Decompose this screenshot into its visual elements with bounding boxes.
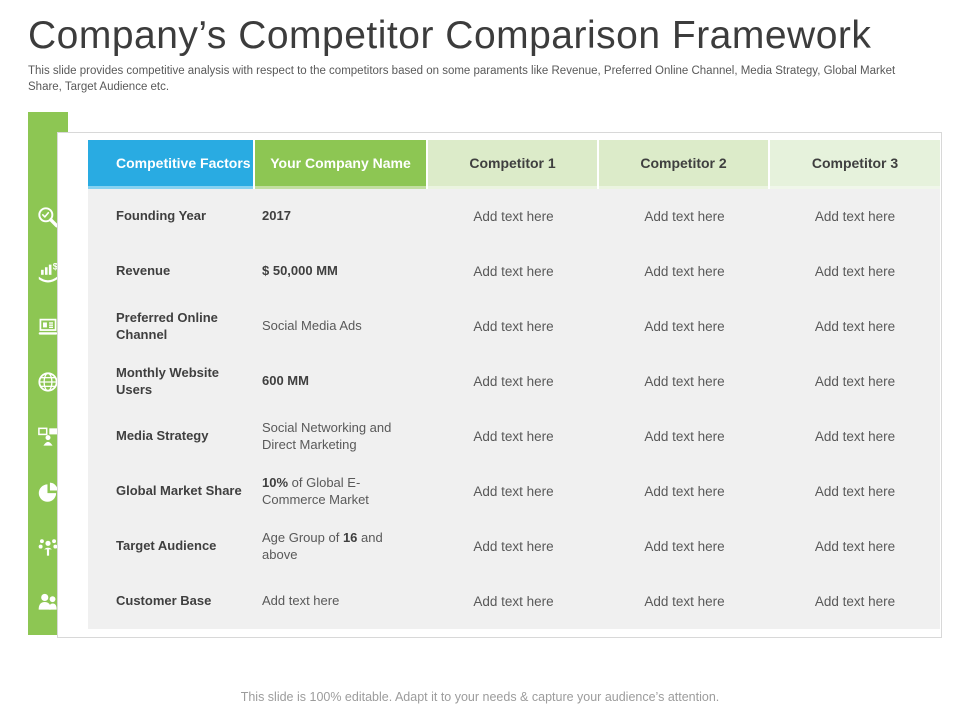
competitor-value-cell[interactable]: Add text here (473, 429, 554, 444)
company-value-text: Age Group of (262, 529, 343, 545)
table-row (88, 354, 940, 409)
competitor-value-cell[interactable]: Add text here (814, 319, 896, 334)
slide-subtitle: This slide provides competitive analysis with respect to the competitors based on some paraments like Revenue, Preferred Online Channel, Media Strategy, Global Market Share, Target Audience etc. (28, 65, 896, 94)
competitor-value-cell[interactable]: Add text here (814, 484, 896, 499)
company-value-cell[interactable] (255, 208, 428, 225)
company-value-cell[interactable] (255, 318, 428, 335)
company-value-text: Social Media Ads (262, 318, 362, 334)
table-body (88, 189, 940, 629)
factor-label: Global Market Share (116, 483, 242, 499)
competitor-value-cell[interactable]: Add text here (644, 209, 725, 224)
factor-label: Founding Year (116, 208, 207, 224)
header-competitor-3[interactable]: Competitor 3 (770, 140, 940, 189)
competitor-value-cell[interactable]: Add text here (473, 264, 554, 279)
company-value-text: $ 50,000 MM (262, 263, 338, 279)
factor-label: Target Audience (116, 538, 217, 554)
competitor-value-cell[interactable]: Add text here (644, 319, 725, 334)
table-row (88, 244, 940, 299)
competitor-value-cell[interactable]: Add text here (473, 209, 554, 224)
company-value-text: and above (262, 529, 383, 562)
competitor-value-cell[interactable]: Add text here (814, 429, 896, 444)
competitor-value-cell[interactable]: Add text here (473, 594, 554, 609)
table-header-row (88, 140, 940, 189)
header-competitor-2[interactable]: Competitor 2 (599, 140, 768, 189)
footer-note: This slide is 100% editable. Adapt it to your needs & capture your audience’s attention. (240, 690, 720, 704)
table-row (88, 519, 940, 574)
table-row (88, 574, 940, 629)
company-value-text: 600 MM (262, 373, 309, 389)
company-value-cell[interactable] (255, 475, 428, 509)
company-value-cell[interactable] (255, 373, 428, 390)
company-value-cell[interactable] (255, 593, 428, 610)
competitor-value-cell[interactable]: Add text here (644, 594, 725, 609)
competitor-value-cell[interactable]: Add text here (644, 429, 725, 444)
company-value-cell[interactable] (255, 420, 428, 454)
factor-label: Monthly Website Users (116, 365, 220, 397)
table-row (88, 409, 940, 464)
factor-label: Revenue (116, 263, 171, 279)
company-value-cell[interactable] (255, 263, 428, 280)
header-competitor-1[interactable]: Competitor 1 (428, 140, 597, 189)
competitor-value-cell[interactable]: Add text here (473, 484, 554, 499)
table-row (88, 464, 940, 519)
factor-label: Preferred Online Channel (116, 310, 218, 342)
company-value-text: Social Networking and Direct Marketing (262, 419, 392, 452)
competitor-value-cell[interactable]: Add text here (814, 374, 896, 389)
competitor-value-cell[interactable]: Add text here (473, 319, 554, 334)
competitor-value-cell[interactable]: Add text here (814, 209, 896, 224)
header-your-company-name[interactable]: Your Company Name (255, 140, 426, 189)
competitor-value-cell[interactable]: Add text here (814, 264, 896, 279)
competitor-value-cell[interactable]: Add text here (473, 539, 554, 554)
competitor-value-cell[interactable]: Add text here (473, 374, 554, 389)
competitor-value-cell[interactable]: Add text here (644, 539, 725, 554)
competitor-value-cell[interactable]: Add text here (814, 539, 896, 554)
company-value-text: of Global E-Commerce Market (262, 474, 369, 507)
company-value-text: Add text here (262, 593, 340, 609)
company-value-text: 2017 (262, 208, 291, 224)
company-value-cell[interactable] (255, 530, 428, 564)
company-value-text: 10% (262, 474, 289, 490)
factor-label: Customer Base (116, 593, 212, 609)
competitor-value-cell[interactable]: Add text here (814, 594, 896, 609)
competitor-value-cell[interactable]: Add text here (644, 484, 725, 499)
factor-label: Media Strategy (116, 428, 209, 444)
table-row (88, 189, 940, 244)
page-title: Company’s Competitor Comparison Framework (28, 14, 872, 57)
header-competitive-factors: Competitive Factors (88, 140, 253, 189)
table-row (88, 299, 940, 354)
company-value-text: 16 (342, 529, 358, 545)
competitor-value-cell[interactable]: Add text here (644, 374, 725, 389)
competitor-value-cell[interactable]: Add text here (644, 264, 725, 279)
